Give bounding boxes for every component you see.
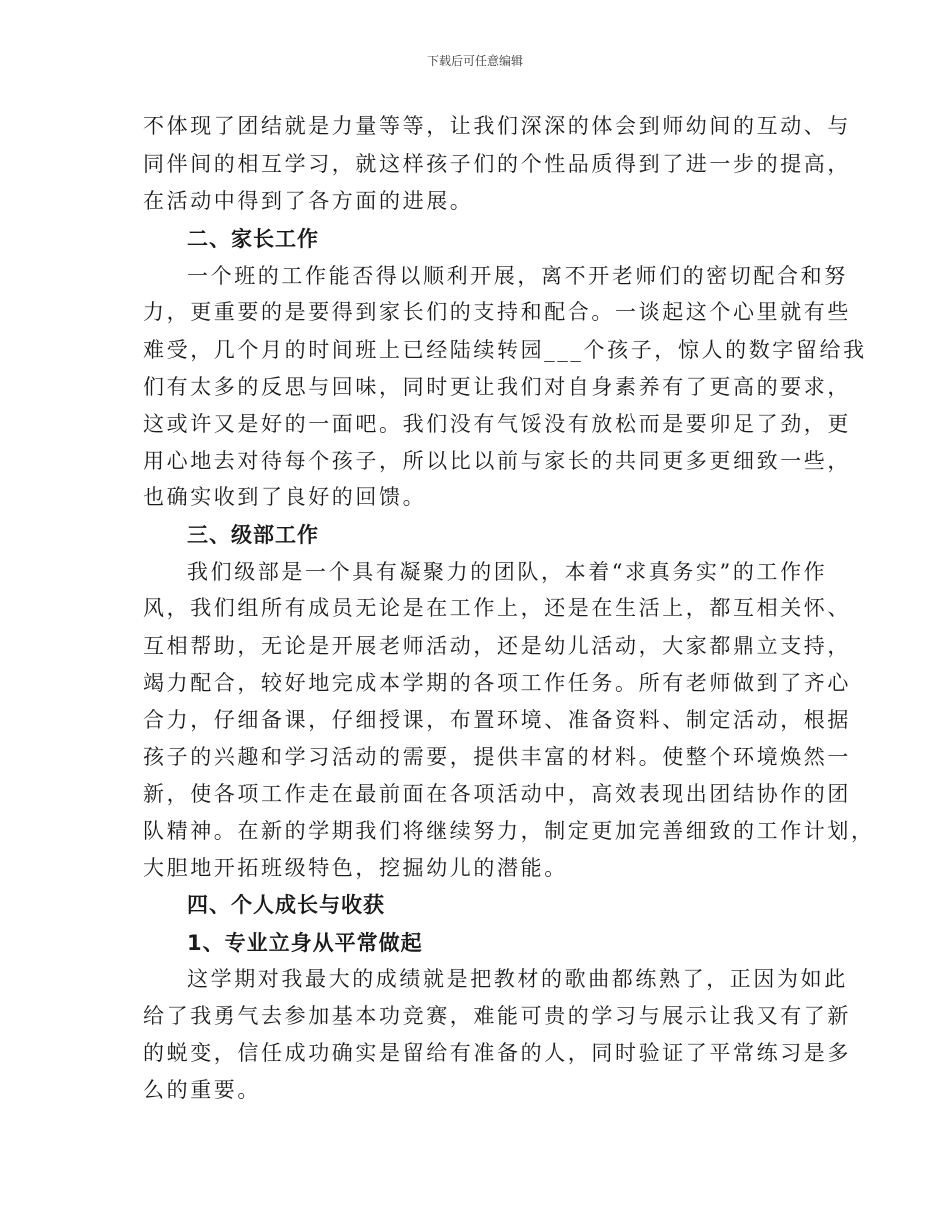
paragraph-line: 大胆地开拓班级特色，挖掘幼儿的潜能。 [143,856,568,880]
paragraph-line: 我们级部是一个具有凝聚力的团队，本着“求真务实”的工作作 [187,560,828,584]
paragraph-line: 这或许又是好的一面吧。我们没有气馁没有放松而是要卯足了劲，更 [143,412,851,436]
paragraph-line: 合力，仔细备课，仔细授课，布置环境、准备资料、制定活动，根据 [143,708,851,732]
section-heading: 三、级部工作 [187,523,319,547]
paragraph-line: 给了我勇气去参加基本功竞赛，难能可贵的学习与展示让我又有了新 [143,1004,851,1028]
paragraph-line: 在活动中得到了各方面的进展。 [143,189,474,213]
paragraph-line: 的蜕变，信任成功确实是留给有准备的人，同时验证了平常练习是多 [143,1041,851,1065]
page-header: 下载后可任意编辑 [426,54,523,68]
subsection-heading: 1、专业立身从平常做起 [187,931,423,955]
section-heading: 四、个人成长与收获 [187,893,385,917]
paragraph-line: 孩子的兴趣和学习活动的需要，提供丰富的材料。使整个环境焕然一 [143,745,851,769]
paragraph-line: 互相帮助，无论是开展老师活动，还是幼儿活动，大家都鼎立支持， [143,634,851,658]
paragraph-line: 们有太多的反思与回味，同时更让我们对自身素养有了更高的要求， [143,375,851,399]
paragraph-line: 力，更重要的是要得到家长们的支持和配合。一谈起这个心里就有些 [143,300,851,324]
paragraph-line: 这学期对我最大的成绩就是把教材的歌曲都练熟了，正因为如此 [187,967,848,991]
paragraph-line: 风，我们组所有成员无论是在工作上，还是在生活上，都互相关怀、 [143,596,851,620]
paragraph-line: 新，使各项工作走在最前面在各项活动中，高效表现出团结协作的团 [143,782,851,806]
paragraph-line: 难受，几个月的时间班上已经陆续转园___个孩子，惊人的数字留给我 [143,338,867,362]
paragraph-line: 队精神。在新的学期我们将继续努力，制定更加完善细致的工作计划， [143,819,875,843]
paragraph-line: 么的重要。 [143,1078,261,1102]
section-heading: 二、家长工作 [187,227,319,251]
paragraph-line: 同伴间的相互学习，就这样孩子们的个性品质得到了进一步的提高， [143,152,851,176]
paragraph-line: 竭力配合，较好地完成本学期的各项工作任务。所有老师做到了齐心 [143,671,851,695]
paragraph-line: 不体现了团结就是力量等等，让我们深深的体会到师幼间的互动、与 [143,114,851,138]
paragraph-line: 用心地去对待每个孩子，所以比以前与家长的共同更多更细致一些， [143,449,851,473]
paragraph-line: 一个班的工作能否得以顺利开展，离不开老师们的密切配合和努 [187,264,848,288]
paragraph-line: 也确实收到了良好的回馈。 [143,485,427,509]
